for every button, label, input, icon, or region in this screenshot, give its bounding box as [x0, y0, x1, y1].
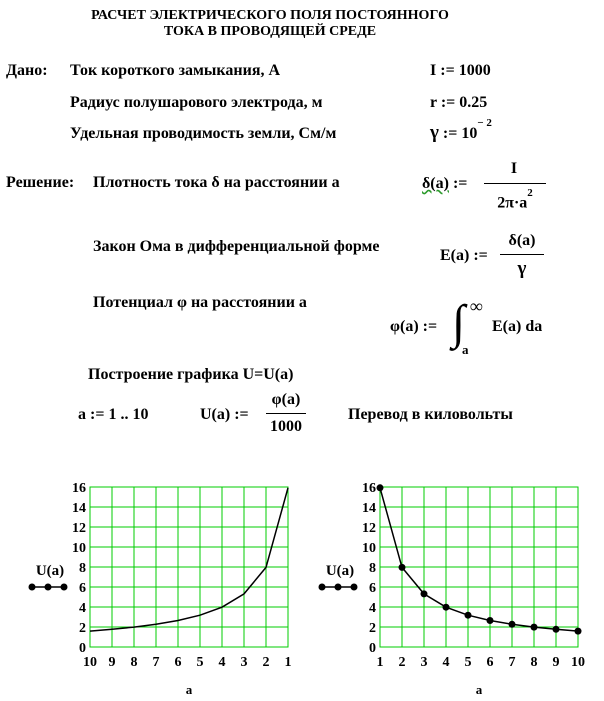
legend-marker	[351, 584, 358, 591]
page-title-line2: ТОКА В ПРОВОДЯЩЕЙ СРЕДЕ	[163, 24, 377, 39]
x-tick-label: 3	[240, 655, 248, 670]
y-tick-label: 4	[369, 601, 376, 616]
solution-label: Решение:	[6, 174, 75, 191]
y-tick-label: 6	[369, 581, 376, 596]
x-tick-label: 1	[284, 655, 292, 670]
formula-op: :=	[422, 318, 438, 335]
formula-rhs: 1 .. 10	[108, 406, 149, 423]
y-tick-label: 14	[72, 501, 86, 516]
u-definition-lhs-group[interactable]	[200, 406, 249, 424]
given-radius-text: Радиус полушарового электрода, м	[70, 94, 323, 111]
y-tick-label: 10	[72, 541, 86, 556]
formula-op: :=	[440, 94, 456, 111]
x-tick-label: 9	[108, 655, 116, 670]
x-tick-label: 6	[174, 655, 182, 670]
formula-rhs: 1000	[458, 62, 491, 79]
formula-lhs: r	[430, 94, 437, 111]
legend-marker	[319, 584, 326, 591]
legend-marker	[61, 584, 68, 591]
integral-lower-limit: a	[462, 342, 469, 357]
data-point	[531, 624, 538, 631]
fraction-bar	[500, 254, 544, 255]
potential-text: Потенциал φ на расстоянии а	[93, 294, 307, 311]
y-tick-label: 2	[79, 621, 86, 636]
formula-op: :=	[452, 175, 468, 192]
y-tick-label: 16	[362, 481, 376, 496]
x-tick-label: 1	[376, 655, 384, 670]
y-tick-label: 12	[72, 521, 86, 536]
legend-marker	[335, 584, 342, 591]
y-tick-label: 12	[362, 521, 376, 536]
x-tick-label: 8	[530, 655, 538, 670]
x-tick-label: 9	[552, 655, 560, 670]
potential-lhs-group[interactable]	[390, 318, 437, 336]
integral-upper-limit: ∞	[470, 296, 483, 316]
data-point	[487, 617, 494, 624]
data-point	[465, 612, 472, 619]
integral-sign-icon: ∫	[452, 296, 466, 349]
x-tick-label: 7	[152, 655, 160, 670]
formula-op: :=	[90, 406, 105, 423]
given-radius-formula[interactable]	[430, 94, 487, 112]
y-tick-label: 10	[362, 541, 376, 556]
ohm-law-numerator: δ(a)	[508, 232, 536, 249]
y-axis-label: U(a)	[325, 563, 355, 579]
data-point	[443, 604, 450, 611]
u-chart-markers[interactable]	[300, 470, 600, 701]
y-tick-label: 0	[79, 641, 86, 656]
y-tick-label: 14	[362, 501, 376, 516]
x-tick-label: 5	[196, 655, 204, 670]
formula-lhs: E(a)	[440, 247, 470, 264]
x-axis-label: a	[185, 682, 193, 697]
data-point	[399, 564, 406, 571]
formula-rhs: 0.25	[459, 94, 488, 111]
denominator-exponent: 2	[527, 187, 533, 199]
formula-op: :=	[473, 247, 488, 264]
x-tick-label: 10	[83, 655, 97, 670]
y-tick-label: 2	[369, 621, 376, 636]
denominator-base: 2π·a	[497, 194, 528, 212]
x-tick-label: 3	[420, 655, 428, 670]
given-label: Дано:	[6, 62, 48, 79]
legend-marker	[45, 584, 52, 591]
data-point	[575, 628, 582, 635]
current-density-text: Плотность тока δ на расстоянии а	[93, 174, 340, 191]
x-tick-label: 4	[218, 655, 226, 670]
legend-marker	[29, 584, 36, 591]
y-axis-label: U(a)	[35, 563, 65, 579]
data-point	[509, 621, 516, 628]
data-point	[553, 626, 560, 633]
current-density-numerator: I	[510, 160, 518, 177]
ohm-law-denominator: γ	[517, 258, 527, 279]
integrand: E(a) da	[492, 318, 543, 335]
x-axis-label: a	[475, 682, 483, 697]
x-tick-label: 4	[442, 655, 450, 670]
x-tick-label: 7	[508, 655, 516, 670]
data-point	[377, 484, 384, 491]
formula-op: :=	[234, 406, 249, 423]
given-current-text: Ток короткого замыкания, А	[70, 62, 281, 79]
formula-lhs: U(a)	[200, 406, 231, 423]
x-tick-label: 10	[571, 655, 585, 670]
y-tick-label: 6	[79, 581, 86, 596]
u-definition-denominator: 1000	[270, 418, 302, 435]
formula-lhs: a	[78, 406, 86, 423]
ohm-law-lhs-group[interactable]	[440, 247, 488, 265]
ohm-law-text: Закон Ома в дифференциальной форме	[93, 238, 380, 255]
formula-lhs: I	[430, 62, 437, 79]
x-tick-label: 2	[398, 655, 406, 670]
x-tick-label: 2	[262, 655, 270, 670]
given-conductivity-text: Удельная проводимость земли, См/м	[70, 125, 337, 142]
x-tick-label: 5	[464, 655, 472, 670]
x-tick-label: 8	[130, 655, 138, 670]
page-title-line1: РАСЧЕТ ЭЛЕКТРИЧЕСКОГО ПОЛЯ ПОСТОЯННОГО	[91, 8, 449, 23]
formula-lhs: φ(a)	[390, 318, 419, 335]
u-definition-numerator: φ(a)	[271, 391, 301, 408]
fraction-bar	[484, 183, 546, 184]
y-tick-label: 8	[79, 561, 86, 576]
x-tick-label: 6	[486, 655, 494, 670]
formula-op: :=	[440, 62, 455, 79]
formula-lhs: γ	[430, 122, 439, 143]
formula-rhs: 10	[461, 125, 478, 142]
fraction-bar	[266, 413, 306, 414]
given-current-formula[interactable]	[430, 62, 491, 80]
current-density-lhs-group[interactable]	[422, 175, 467, 193]
formula-op: :=	[442, 125, 458, 142]
data-point	[421, 590, 428, 597]
formula-lhs: δ(a)	[422, 175, 449, 192]
current-density-denominator	[480, 187, 550, 212]
given-conductivity-formula[interactable]	[430, 116, 492, 144]
y-tick-label: 8	[369, 561, 376, 576]
y-tick-label: 0	[369, 641, 376, 656]
series-line	[380, 488, 578, 631]
kv-note: Перевод в киловольты	[348, 406, 513, 423]
y-tick-label: 4	[79, 601, 86, 616]
series-line	[90, 488, 288, 631]
u-chart-reversed[interactable]	[0, 470, 300, 701]
y-tick-label: 16	[72, 481, 86, 496]
range-definition[interactable]	[78, 406, 148, 424]
formula-exponent: − 2	[477, 116, 492, 129]
plot-title: Построение графика U=U(a)	[88, 366, 294, 383]
